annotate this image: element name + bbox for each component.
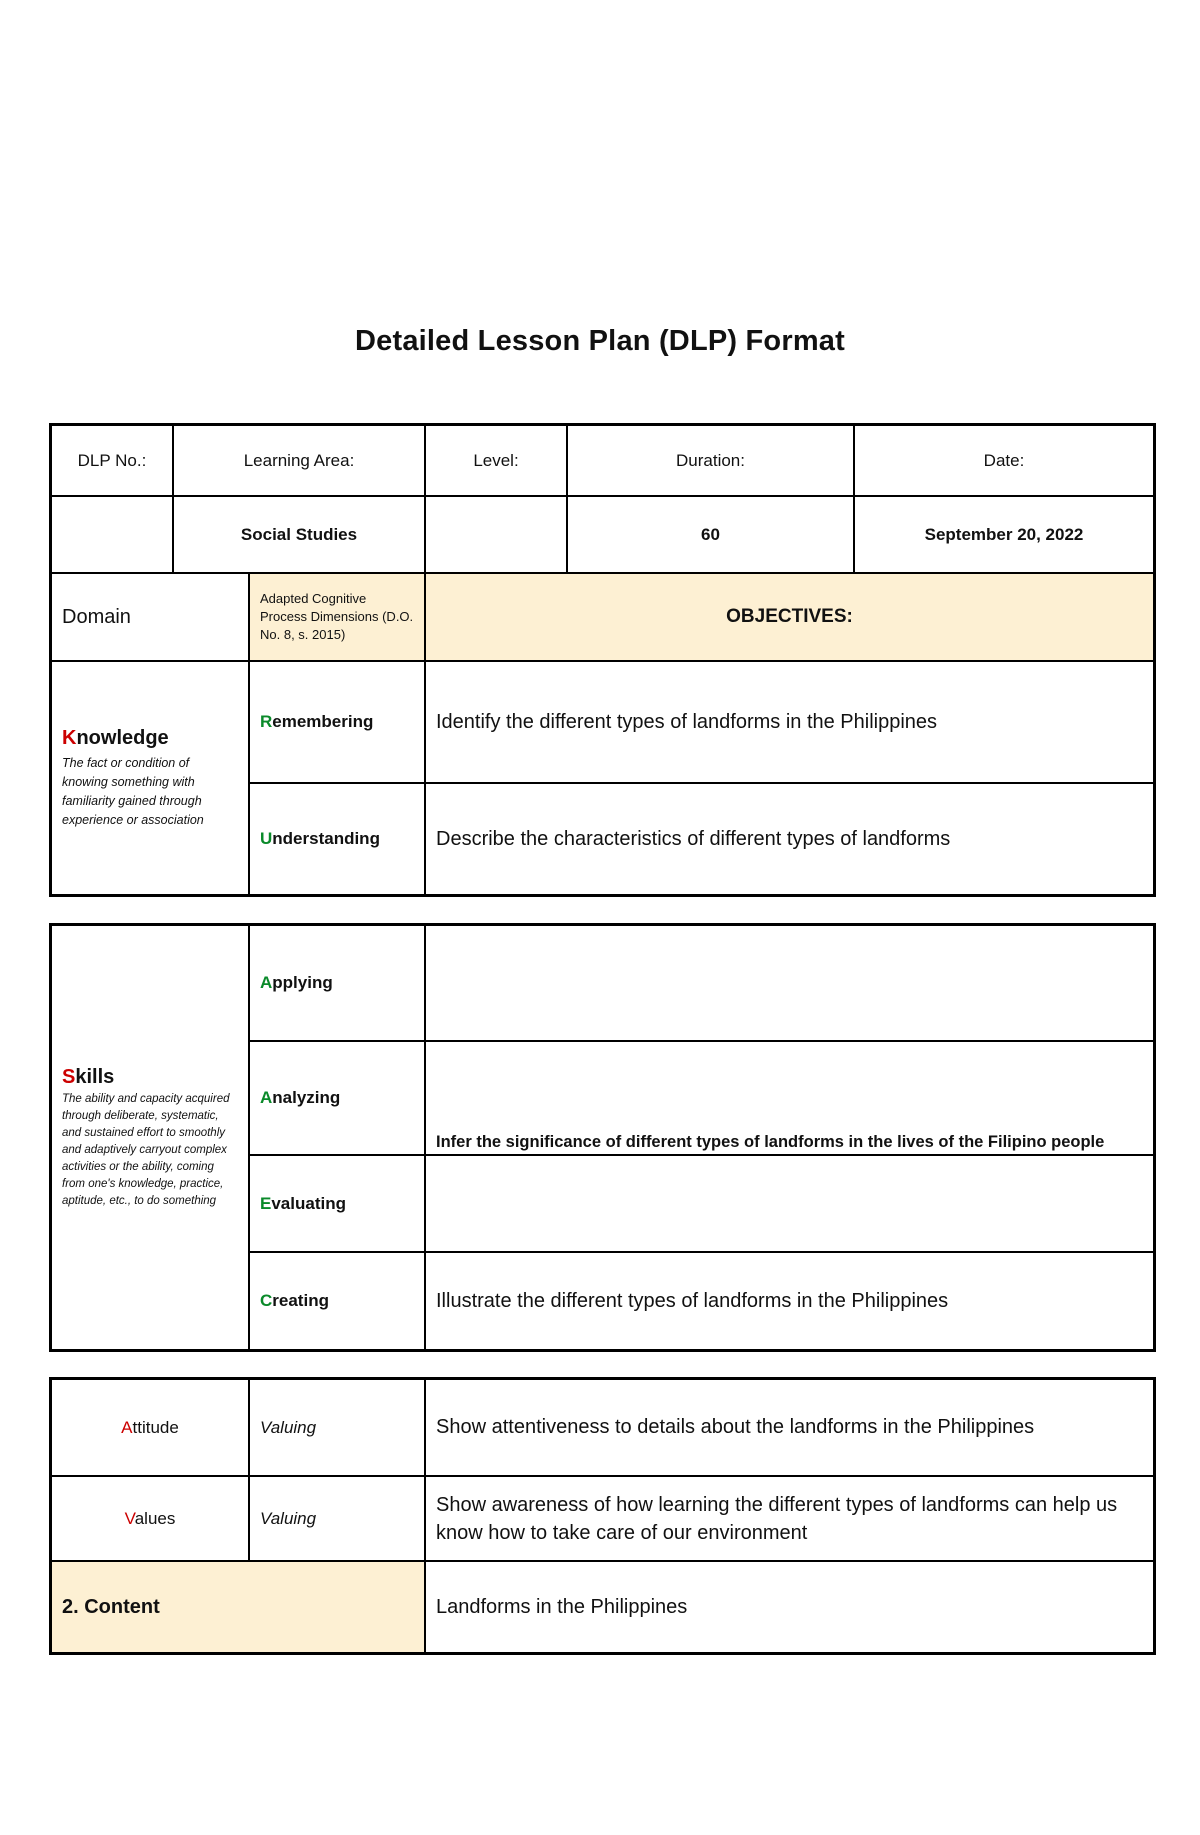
learning-area-label: Learning Area:: [173, 425, 425, 496]
content-label: 2. Content: [51, 1561, 425, 1653]
knowledge-domain-cell: [51, 661, 249, 895]
skills-description: The ability and capacity acquired through deliberate, systematic, and sustained effort to smoothly and adaptively carryout complex activities or the ability, coming from one's knowledge, practice, aptitude, etc., to do something: [62, 1092, 230, 1207]
skills-title: Skills: [62, 1065, 115, 1088]
creating-label: Creating: [249, 1252, 425, 1350]
attitude-values-table: [50, 1378, 1155, 1654]
remembering-label: Remembering: [249, 661, 425, 783]
domain-label: Domain: [51, 573, 249, 661]
skills-table: [50, 924, 1155, 1351]
understanding-objective: Describe the characteristics of different types of landforms: [425, 783, 1154, 895]
adapted-dimensions-label: Adapted Cognitive Process Dimensions (D.O. No. 8, s. 2015): [249, 573, 425, 661]
dlp-no-label: DLP No.:: [51, 425, 173, 496]
evaluating-label: Evaluating: [249, 1155, 425, 1252]
date-label: Date:: [854, 425, 1154, 496]
understanding-label: Understanding: [249, 783, 425, 895]
objectives-label: OBJECTIVES:: [425, 573, 1154, 661]
level-value: [425, 496, 567, 573]
dlp-header-table: [50, 424, 1155, 896]
analyzing-label: Analyzing: [249, 1041, 425, 1155]
skills-domain-cell: [51, 925, 249, 1350]
attitude-objective: Show attentiveness to details about the landforms in the Philippines: [425, 1379, 1154, 1476]
values-objective: Show awareness of how learning the different types of landforms can help us know how to take care of our environment: [425, 1476, 1154, 1561]
values-process: Valuing: [249, 1476, 425, 1561]
dlp-no-value: [51, 496, 173, 573]
evaluating-objective: [425, 1155, 1154, 1252]
page-title: Detailed Lesson Plan (DLP) Format: [354, 325, 845, 357]
learning-area-value: Social Studies: [173, 496, 425, 573]
applying-objective: [425, 925, 1154, 1041]
duration-value: 60: [567, 496, 854, 573]
duration-label: Duration:: [567, 425, 854, 496]
applying-label: Applying: [249, 925, 425, 1041]
creating-objective: Illustrate the different types of landforms in the Philippines: [425, 1252, 1154, 1350]
attitude-label: Attitude: [51, 1379, 249, 1476]
knowledge-description: The fact or condition of knowing something with familiarity gained through experience or association: [62, 755, 204, 827]
values-label: Values: [51, 1476, 249, 1561]
remembering-objective: Identify the different types of landforms in the Philippines: [425, 661, 1154, 783]
date-value: September 20, 2022: [854, 496, 1154, 573]
knowledge-title: Knowledge: [62, 726, 169, 749]
level-label: Level:: [425, 425, 567, 496]
content-value: Landforms in the Philippines: [425, 1561, 1154, 1653]
analyzing-objective: Infer the significance of different types of landforms in the lives of the Filipino people: [425, 1041, 1154, 1155]
attitude-process: Valuing: [249, 1379, 425, 1476]
